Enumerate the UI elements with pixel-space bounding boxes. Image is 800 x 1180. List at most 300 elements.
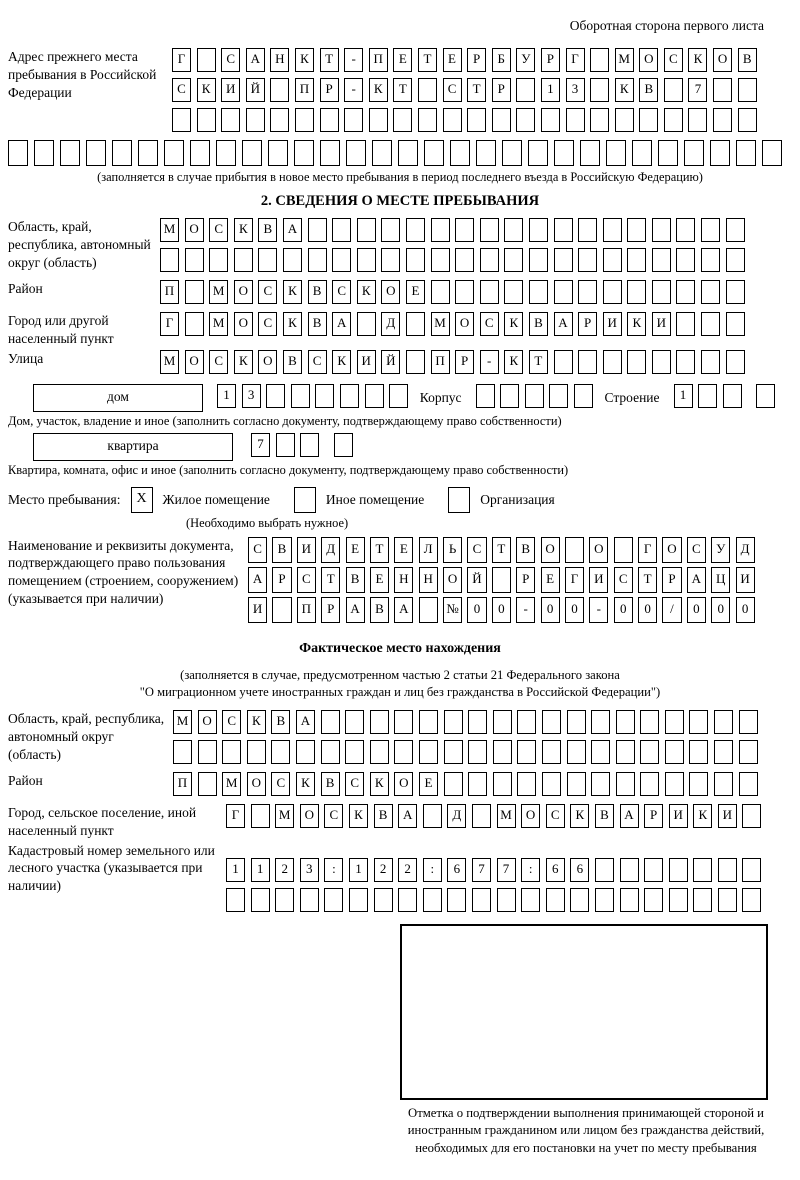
char-cell[interactable] (372, 140, 392, 166)
char-cell[interactable]: С (345, 772, 364, 796)
char-cell[interactable] (418, 78, 437, 102)
char-cell[interactable] (398, 888, 417, 912)
char-cell[interactable] (500, 384, 519, 408)
char-cell[interactable] (517, 710, 536, 734)
char-cell[interactable] (197, 48, 216, 72)
char-cell[interactable] (294, 140, 314, 166)
char-cell[interactable]: 7 (497, 858, 516, 882)
char-cell[interactable] (480, 248, 499, 272)
char-cell[interactable]: Д (736, 537, 755, 563)
char-cell[interactable] (701, 218, 720, 242)
char-cell[interactable] (332, 218, 351, 242)
char-cell[interactable] (472, 804, 491, 828)
char-cell[interactable]: - (480, 350, 499, 374)
char-cell[interactable] (627, 280, 646, 304)
char-cell[interactable] (528, 140, 548, 166)
char-cell[interactable] (502, 140, 522, 166)
char-cell[interactable] (406, 218, 425, 242)
char-cell[interactable] (492, 108, 511, 132)
char-cell[interactable] (268, 140, 288, 166)
char-cell[interactable]: Ц (711, 567, 730, 593)
char-cell[interactable] (185, 248, 204, 272)
char-cell[interactable]: 1 (251, 858, 270, 882)
char-cell[interactable] (664, 108, 683, 132)
char-cell[interactable]: Р (455, 350, 474, 374)
char-cell[interactable]: В (308, 312, 327, 336)
char-cell[interactable]: К (295, 48, 314, 72)
char-cell[interactable]: С (258, 312, 277, 336)
char-cell[interactable] (172, 108, 191, 132)
char-cell[interactable] (444, 740, 463, 764)
char-cell[interactable]: К (197, 78, 216, 102)
char-cell[interactable] (616, 740, 635, 764)
char-cell[interactable] (271, 740, 290, 764)
char-cell[interactable] (516, 108, 535, 132)
char-cell[interactable]: С (443, 78, 462, 102)
char-cell[interactable]: Р (492, 78, 511, 102)
char-cell[interactable] (710, 140, 730, 166)
char-cell[interactable]: 7 (251, 433, 270, 457)
char-cell[interactable] (590, 78, 609, 102)
char-cell[interactable]: - (344, 48, 363, 72)
char-cell[interactable] (374, 888, 393, 912)
char-cell[interactable] (567, 710, 586, 734)
char-cell[interactable] (542, 710, 561, 734)
char-cell[interactable] (296, 740, 315, 764)
char-cell[interactable]: О (589, 537, 608, 563)
char-cell[interactable]: А (296, 710, 315, 734)
char-cell[interactable]: И (736, 567, 755, 593)
char-cell[interactable] (567, 740, 586, 764)
char-cell[interactable] (542, 772, 561, 796)
char-cell[interactable]: М (160, 218, 179, 242)
char-cell[interactable]: С (480, 312, 499, 336)
char-cell[interactable]: П (173, 772, 192, 796)
char-cell[interactable]: К (570, 804, 589, 828)
char-cell[interactable]: Т (320, 48, 339, 72)
char-cell[interactable] (574, 384, 593, 408)
char-cell[interactable]: В (370, 597, 389, 623)
char-cell[interactable] (418, 108, 437, 132)
char-cell[interactable]: С (222, 710, 241, 734)
char-cell[interactable] (266, 384, 285, 408)
char-cell[interactable]: В (321, 772, 340, 796)
char-cell[interactable] (644, 858, 663, 882)
char-cell[interactable]: 2 (275, 858, 294, 882)
char-cell[interactable] (357, 218, 376, 242)
char-cell[interactable] (295, 108, 314, 132)
char-cell[interactable] (357, 248, 376, 272)
char-cell[interactable]: А (248, 567, 267, 593)
char-cell[interactable]: А (246, 48, 265, 72)
char-cell[interactable] (291, 384, 310, 408)
char-cell[interactable] (393, 108, 412, 132)
char-cell[interactable] (603, 218, 622, 242)
char-cell[interactable] (493, 740, 512, 764)
char-cell[interactable] (406, 350, 425, 374)
char-cell[interactable]: С (332, 280, 351, 304)
char-cell[interactable] (684, 140, 704, 166)
char-cell[interactable] (406, 312, 425, 336)
char-cell[interactable] (308, 248, 327, 272)
char-cell[interactable]: К (296, 772, 315, 796)
char-cell[interactable] (591, 740, 610, 764)
char-cell[interactable] (493, 772, 512, 796)
char-cell[interactable]: М (615, 48, 634, 72)
char-cell[interactable] (627, 248, 646, 272)
char-cell[interactable] (480, 218, 499, 242)
char-cell[interactable]: П (295, 78, 314, 102)
char-cell[interactable]: 1 (226, 858, 245, 882)
char-cell[interactable]: Р (644, 804, 663, 828)
char-cell[interactable]: - (516, 597, 535, 623)
char-cell[interactable]: П (297, 597, 316, 623)
char-cell[interactable]: С (172, 78, 191, 102)
char-cell[interactable]: С (209, 218, 228, 242)
char-cell[interactable] (443, 108, 462, 132)
char-cell[interactable]: Т (370, 537, 389, 563)
apartment-box[interactable]: квартира (33, 433, 233, 461)
char-cell[interactable] (698, 384, 717, 408)
char-cell[interactable] (476, 140, 496, 166)
char-cell[interactable]: П (431, 350, 450, 374)
char-cell[interactable] (60, 140, 80, 166)
char-cell[interactable] (665, 740, 684, 764)
char-cell[interactable] (632, 140, 652, 166)
char-cell[interactable]: 0 (492, 597, 511, 623)
char-cell[interactable]: К (688, 48, 707, 72)
char-cell[interactable] (595, 888, 614, 912)
char-cell[interactable] (247, 740, 266, 764)
char-cell[interactable]: : (521, 858, 540, 882)
char-cell[interactable]: 0 (541, 597, 560, 623)
char-cell[interactable]: С (209, 350, 228, 374)
char-cell[interactable] (270, 108, 289, 132)
char-cell[interactable]: 0 (711, 597, 730, 623)
char-cell[interactable] (742, 888, 761, 912)
char-cell[interactable]: 0 (565, 597, 584, 623)
char-cell[interactable] (742, 858, 761, 882)
char-cell[interactable] (665, 710, 684, 734)
char-cell[interactable]: О (381, 280, 400, 304)
char-cell[interactable] (480, 280, 499, 304)
char-cell[interactable]: Т (529, 350, 548, 374)
char-cell[interactable] (549, 384, 568, 408)
char-cell[interactable]: И (221, 78, 240, 102)
char-cell[interactable] (616, 772, 635, 796)
char-cell[interactable] (431, 280, 450, 304)
char-cell[interactable]: 2 (374, 858, 393, 882)
char-cell[interactable] (603, 350, 622, 374)
char-cell[interactable] (332, 248, 351, 272)
char-cell[interactable] (272, 597, 291, 623)
char-cell[interactable]: Е (406, 280, 425, 304)
char-cell[interactable]: В (529, 312, 548, 336)
char-cell[interactable] (381, 218, 400, 242)
char-cell[interactable]: А (346, 597, 365, 623)
char-cell[interactable] (701, 350, 720, 374)
char-cell[interactable] (190, 140, 210, 166)
char-cell[interactable] (718, 858, 737, 882)
char-cell[interactable] (714, 740, 733, 764)
char-cell[interactable]: М (222, 772, 241, 796)
char-cell[interactable] (762, 140, 782, 166)
char-cell[interactable]: № (443, 597, 462, 623)
char-cell[interactable] (504, 218, 523, 242)
char-cell[interactable]: В (258, 218, 277, 242)
char-cell[interactable]: 0 (638, 597, 657, 623)
char-cell[interactable]: М (173, 710, 192, 734)
char-cell[interactable] (736, 140, 756, 166)
char-cell[interactable]: Т (492, 537, 511, 563)
char-cell[interactable] (198, 772, 217, 796)
char-cell[interactable] (242, 140, 262, 166)
char-cell[interactable] (209, 248, 228, 272)
char-cell[interactable] (370, 710, 389, 734)
char-cell[interactable] (554, 140, 574, 166)
char-cell[interactable] (521, 888, 540, 912)
char-cell[interactable] (529, 218, 548, 242)
char-cell[interactable]: К (504, 350, 523, 374)
char-cell[interactable] (346, 140, 366, 166)
char-cell[interactable] (644, 888, 663, 912)
char-cell[interactable]: Н (419, 567, 438, 593)
char-cell[interactable] (701, 248, 720, 272)
char-cell[interactable] (497, 888, 516, 912)
char-cell[interactable]: Е (346, 537, 365, 563)
char-cell[interactable]: Ь (443, 537, 462, 563)
char-cell[interactable] (739, 740, 758, 764)
char-cell[interactable]: Е (370, 567, 389, 593)
char-cell[interactable]: С (221, 48, 240, 72)
char-cell[interactable] (86, 140, 106, 166)
char-cell[interactable] (8, 140, 28, 166)
char-cell[interactable]: С (614, 567, 633, 593)
char-cell[interactable]: Д (381, 312, 400, 336)
char-cell[interactable]: - (344, 78, 363, 102)
char-cell[interactable]: С (324, 804, 343, 828)
char-cell[interactable]: Й (246, 78, 265, 102)
char-cell[interactable] (701, 312, 720, 336)
char-cell[interactable] (676, 280, 695, 304)
char-cell[interactable] (529, 280, 548, 304)
char-cell[interactable]: 6 (570, 858, 589, 882)
char-cell[interactable] (226, 888, 245, 912)
char-cell[interactable]: О (300, 804, 319, 828)
char-cell[interactable] (447, 888, 466, 912)
char-cell[interactable]: Р (467, 48, 486, 72)
char-cell[interactable]: В (374, 804, 393, 828)
char-cell[interactable] (554, 218, 573, 242)
char-cell[interactable] (492, 567, 511, 593)
char-cell[interactable] (398, 140, 418, 166)
char-cell[interactable] (693, 888, 712, 912)
char-cell[interactable] (676, 218, 695, 242)
char-cell[interactable]: О (234, 312, 253, 336)
char-cell[interactable] (419, 740, 438, 764)
char-cell[interactable] (738, 78, 757, 102)
char-cell[interactable] (431, 248, 450, 272)
char-cell[interactable] (664, 78, 683, 102)
char-cell[interactable]: М (209, 312, 228, 336)
char-cell[interactable]: 6 (447, 858, 466, 882)
char-cell[interactable] (444, 710, 463, 734)
char-cell[interactable]: 7 (472, 858, 491, 882)
char-cell[interactable]: Й (467, 567, 486, 593)
char-cell[interactable]: К (627, 312, 646, 336)
char-cell[interactable]: В (346, 567, 365, 593)
char-cell[interactable] (369, 108, 388, 132)
char-cell[interactable]: Т (321, 567, 340, 593)
char-cell[interactable] (315, 384, 334, 408)
char-cell[interactable] (406, 248, 425, 272)
char-cell[interactable]: С (467, 537, 486, 563)
char-cell[interactable] (185, 312, 204, 336)
char-cell[interactable]: Г (160, 312, 179, 336)
char-cell[interactable] (185, 280, 204, 304)
char-cell[interactable]: К (234, 350, 253, 374)
char-cell[interactable] (726, 312, 745, 336)
char-cell[interactable]: К (370, 772, 389, 796)
char-cell[interactable]: И (297, 537, 316, 563)
char-cell[interactable] (504, 248, 523, 272)
char-cell[interactable] (726, 248, 745, 272)
char-cell[interactable] (419, 710, 438, 734)
char-cell[interactable] (216, 140, 236, 166)
char-cell[interactable] (689, 710, 708, 734)
char-cell[interactable] (570, 888, 589, 912)
char-cell[interactable] (591, 710, 610, 734)
char-cell[interactable]: Н (394, 567, 413, 593)
char-cell[interactable]: Т (418, 48, 437, 72)
char-cell[interactable] (640, 710, 659, 734)
char-cell[interactable]: К (283, 280, 302, 304)
char-cell[interactable]: С (308, 350, 327, 374)
char-cell[interactable]: И (357, 350, 376, 374)
char-cell[interactable]: В (738, 48, 757, 72)
char-cell[interactable] (554, 280, 573, 304)
char-cell[interactable] (467, 108, 486, 132)
char-cell[interactable]: 3 (300, 858, 319, 882)
char-cell[interactable] (723, 384, 742, 408)
char-cell[interactable] (493, 710, 512, 734)
char-cell[interactable]: 7 (688, 78, 707, 102)
char-cell[interactable] (738, 108, 757, 132)
char-cell[interactable] (676, 350, 695, 374)
char-cell[interactable] (424, 140, 444, 166)
char-cell[interactable]: О (662, 537, 681, 563)
char-cell[interactable]: 6 (546, 858, 565, 882)
char-cell[interactable] (616, 710, 635, 734)
char-cell[interactable]: 1 (349, 858, 368, 882)
char-cell[interactable]: 3 (242, 384, 261, 408)
char-cell[interactable] (246, 108, 265, 132)
char-cell[interactable]: : (324, 858, 343, 882)
char-cell[interactable] (639, 108, 658, 132)
char-cell[interactable] (324, 888, 343, 912)
char-cell[interactable]: И (652, 312, 671, 336)
char-cell[interactable]: В (271, 710, 290, 734)
char-cell[interactable]: Е (419, 772, 438, 796)
char-cell[interactable] (676, 248, 695, 272)
char-cell[interactable]: Р (516, 567, 535, 593)
char-cell[interactable]: К (369, 78, 388, 102)
char-cell[interactable] (517, 740, 536, 764)
char-cell[interactable]: К (615, 78, 634, 102)
char-cell[interactable]: О (234, 280, 253, 304)
char-cell[interactable] (160, 248, 179, 272)
char-cell[interactable] (504, 280, 523, 304)
char-cell[interactable]: Д (447, 804, 466, 828)
char-cell[interactable]: Л (419, 537, 438, 563)
char-cell[interactable]: О (258, 350, 277, 374)
char-cell[interactable]: М (497, 804, 516, 828)
char-cell[interactable] (320, 140, 340, 166)
char-cell[interactable] (689, 740, 708, 764)
char-cell[interactable]: И (248, 597, 267, 623)
char-cell[interactable]: А (283, 218, 302, 242)
char-cell[interactable]: Е (541, 567, 560, 593)
char-cell[interactable]: К (693, 804, 712, 828)
char-cell[interactable] (652, 280, 671, 304)
char-cell[interactable]: Г (172, 48, 191, 72)
char-cell[interactable]: А (398, 804, 417, 828)
char-cell[interactable]: М (160, 350, 179, 374)
char-cell[interactable] (615, 108, 634, 132)
char-cell[interactable]: К (332, 350, 351, 374)
char-cell[interactable] (251, 888, 270, 912)
char-cell[interactable]: Н (270, 48, 289, 72)
char-cell[interactable] (714, 772, 733, 796)
char-cell[interactable] (221, 108, 240, 132)
char-cell[interactable] (275, 888, 294, 912)
char-cell[interactable] (472, 888, 491, 912)
char-cell[interactable] (300, 433, 319, 457)
char-cell[interactable]: П (160, 280, 179, 304)
char-cell[interactable] (394, 710, 413, 734)
char-cell[interactable] (138, 140, 158, 166)
char-cell[interactable]: И (718, 804, 737, 828)
char-cell[interactable] (739, 710, 758, 734)
char-cell[interactable] (450, 140, 470, 166)
char-cell[interactable]: О (443, 567, 462, 593)
char-cell[interactable] (431, 218, 450, 242)
char-cell[interactable]: 1 (217, 384, 236, 408)
char-cell[interactable] (419, 597, 438, 623)
char-cell[interactable] (652, 350, 671, 374)
char-cell[interactable] (455, 280, 474, 304)
char-cell[interactable]: Г (566, 48, 585, 72)
char-cell[interactable]: О (521, 804, 540, 828)
char-cell[interactable] (198, 740, 217, 764)
char-cell[interactable]: 0 (736, 597, 755, 623)
char-cell[interactable] (742, 804, 761, 828)
char-cell[interactable] (222, 740, 241, 764)
char-cell[interactable] (665, 772, 684, 796)
char-cell[interactable] (669, 858, 688, 882)
char-cell[interactable]: О (394, 772, 413, 796)
char-cell[interactable]: Г (565, 567, 584, 593)
char-cell[interactable] (455, 248, 474, 272)
char-cell[interactable] (554, 350, 573, 374)
char-cell[interactable] (595, 858, 614, 882)
char-cell[interactable]: Т (638, 567, 657, 593)
char-cell[interactable]: 2 (398, 858, 417, 882)
char-cell[interactable] (300, 888, 319, 912)
char-cell[interactable]: Е (394, 537, 413, 563)
char-cell[interactable] (541, 108, 560, 132)
char-cell[interactable] (713, 78, 732, 102)
